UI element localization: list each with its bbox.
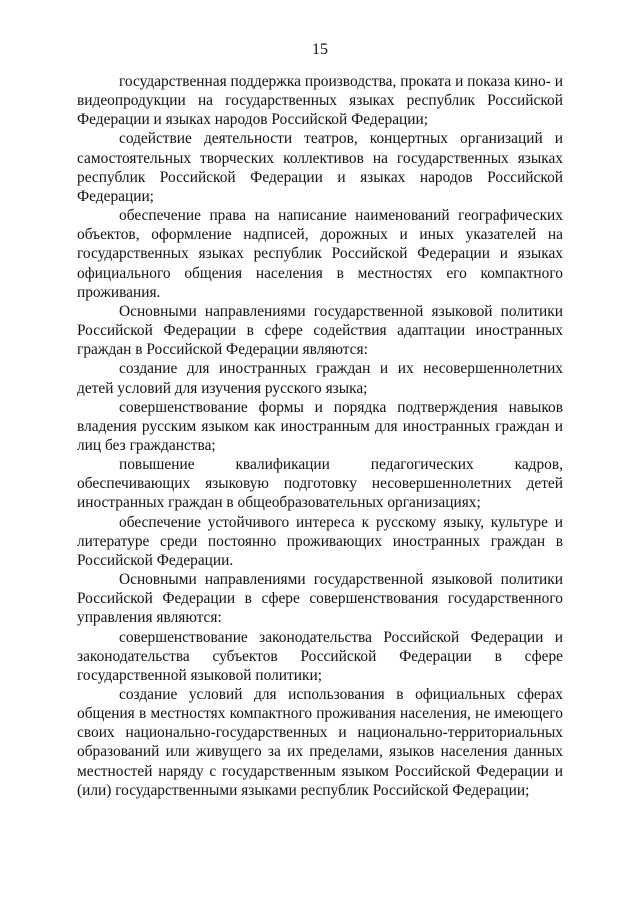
paragraph: содействие деятельности театров, концертных организаций и самостоятельных творческих коллективов на государственных языках республик Российской Федерации и языках народов Российской Федерации;: [77, 130, 563, 205]
paragraph: создание для иностранных граждан и их несовершеннолетних детей условий для изучения русского языка;: [77, 360, 563, 397]
paragraph: совершенствование законодательства Российской Федерации и законодательства субъектов Российской Федерации в сфере государственной языковой политики;: [77, 628, 563, 684]
paragraph: обеспечение права на написание наименований географических объектов, оформление надписей, дорожных и иных указателей на государственных языках республик Российской Федерации и языках официального общения населения в местностях его компактного проживания.: [77, 207, 563, 301]
page-number: 15: [312, 41, 328, 58]
paragraph: совершенствование формы и порядка подтверждения навыков владения русским языком как иностранным для иностранных граждан и лиц без гражданства;: [77, 398, 563, 454]
paragraph: государственная поддержка производства, проката и показа кино- и видеопродукции на государственных языках республик Российской Федерации и языках народов Российской Федерации;: [77, 73, 563, 129]
paragraph: Основными направлениями государственной языковой политики Российской Федерации в сфере содействия адаптации иностранных граждан в Российской Федерации являются:: [77, 302, 563, 359]
paragraph: создание условий для использования в официальных сферах общения в местностях компактного проживания населения, не имеющего своих национально-государственных и национально-территориальных образований или живущего за их пределами, языков населения данных местностей наряду с государственным языком Российской Федерации и (или) государственными языками республик Российской Федерации;: [77, 686, 563, 799]
paragraph: обеспечение устойчивого интереса к русскому языку, культуре и литературе среди постоянно проживающих иностранных граждан в Российской Федерации.: [77, 513, 563, 569]
document-body: [77, 72, 563, 800]
paragraph: Основными направлениями государственной языковой политики Российской Федерации в сфере совершенствования государственного управления являются:: [77, 571, 563, 627]
paragraph: повышение квалификации педагогических кадров, обеспечивающих языковую подготовку несовершеннолетних детей иностранных граждан в общеобразовательных организациях;: [77, 456, 563, 512]
